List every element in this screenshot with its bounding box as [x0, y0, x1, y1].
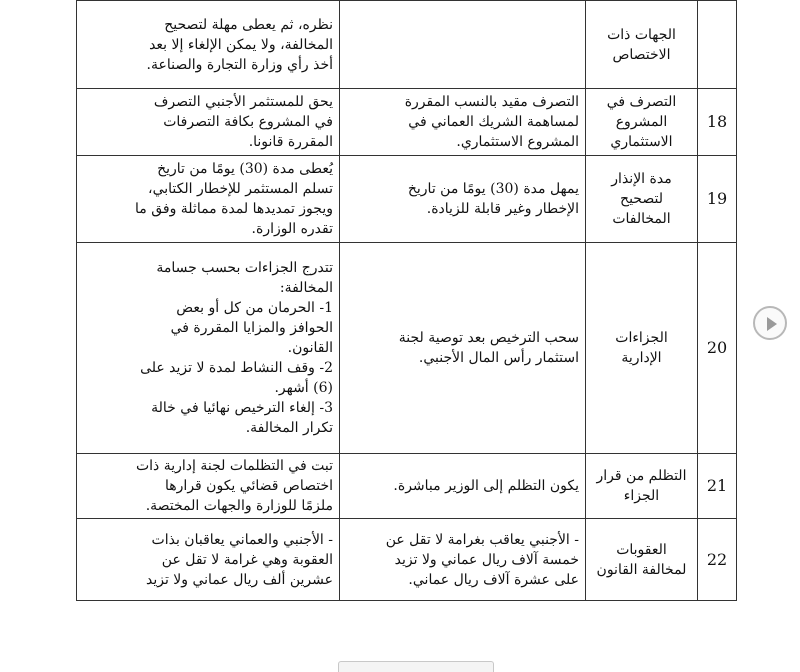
- current-law-cell: [340, 243, 586, 454]
- new-law-cell-line: تبت في التظلمات لجنة إدارية ذات: [135, 458, 333, 474]
- play-circle-icon: [765, 316, 779, 332]
- row-number: [698, 1, 737, 89]
- topic-cell: [586, 243, 698, 454]
- row-number: 20: [698, 243, 737, 454]
- row-number: 21: [698, 454, 737, 519]
- next-slide-button[interactable]: [753, 306, 787, 340]
- topic-cell: [586, 1, 698, 89]
- new-law-cell: [77, 519, 340, 601]
- table-row: [77, 1, 737, 89]
- new-law-cell-line: العقوبة وهي غرامة لا تقل عن: [161, 551, 333, 568]
- current-law-cell-line: يكون التظلم إلى الوزير مباشرة.: [393, 478, 579, 494]
- table-row: [77, 454, 737, 519]
- current-law-cell: [340, 156, 586, 243]
- table-row: [77, 243, 737, 454]
- topic-cell-line: لتصحيح: [620, 191, 663, 207]
- row-number: 18: [698, 89, 737, 156]
- topic-cell-line: الجزاء: [623, 488, 660, 504]
- topic-cell: [586, 156, 698, 243]
- new-law-cell-line: المخالفة، ولا يمكن الإلغاء إلا بعد: [149, 36, 333, 53]
- new-law-cell-line: المخالفة:: [279, 280, 333, 296]
- new-law-cell-line: تتدرج الجزاءات بحسب جسامة: [156, 260, 333, 276]
- topic-cell-line: العقوبات: [616, 541, 667, 558]
- new-law-cell: [77, 156, 340, 243]
- new-law-cell-line: القانون.: [287, 340, 333, 356]
- topic-cell-line: لمخالفة القانون: [596, 561, 687, 578]
- new-law-cell-line: - الأجنبي والعماني يعاقبان بذات: [151, 531, 333, 548]
- topic-cell-line: الجزاءات: [615, 330, 668, 346]
- current-law-cell: [340, 519, 586, 601]
- new-law-cell-line: تسلم المستثمر للإخطار الكتابي،: [148, 181, 333, 197]
- current-law-cell: [340, 454, 586, 519]
- new-law-cell-line: المقررة قانونا.: [248, 134, 333, 150]
- topic-cell: [586, 519, 698, 601]
- new-law-cell-line: نظره، ثم يعطى مهلة لتصحيح: [164, 16, 333, 33]
- current-law-cell-line: - الأجنبي يعاقب بغرامة لا تقل عن: [385, 531, 579, 548]
- new-law-cell: [77, 454, 340, 519]
- new-law-cell-line: عشرين ألف ريال عماني ولا تزيد: [145, 571, 333, 588]
- topic-cell-line: الاستثماري: [610, 134, 673, 150]
- new-law-cell-line: (6) أشهر.: [274, 380, 333, 396]
- new-law-cell-line: 2- وقف النشاط لمدة لا تزيد على: [140, 360, 333, 376]
- current-law-cell-line: التصرف مقيد بالنسب المقررة: [404, 94, 579, 110]
- topic-cell-line: الاختصاص: [612, 46, 671, 63]
- topic-cell: [586, 89, 698, 156]
- current-law-cell: [340, 89, 586, 156]
- current-law-cell-line: المشروع الاستثماري.: [456, 134, 579, 150]
- current-law-cell-line: خمسة آلاف ريال عماني ولا تزيد: [394, 551, 579, 568]
- row-number: 19: [698, 156, 737, 243]
- current-law-cell: [340, 1, 586, 89]
- new-law-cell: [77, 89, 340, 156]
- table-body: [77, 1, 737, 601]
- new-law-cell-line: تقدره الوزارة.: [251, 221, 333, 237]
- table-row: [77, 156, 737, 243]
- table-row: [77, 519, 737, 601]
- new-law-cell-line: الحوافز والمزايا المقررة في: [170, 320, 333, 336]
- topic-cell-line: الإدارية: [621, 350, 662, 366]
- comparison-table: [76, 0, 737, 601]
- row-number: 22: [698, 519, 737, 601]
- new-law-cell-line: تكرار المخالفة.: [245, 420, 333, 436]
- topic-cell-line: المخالفات: [612, 211, 671, 227]
- new-law-cell: [77, 243, 340, 454]
- topic-cell-line: مدة الإنذار: [611, 171, 672, 187]
- current-law-cell-line: الإخطار وغير قابلة للزيادة.: [426, 201, 579, 217]
- current-law-cell-line: على عشرة آلاف ريال عماني.: [408, 571, 579, 588]
- current-law-cell-line: لمساهمة الشريك العماني في: [408, 114, 579, 130]
- new-law-cell-line: يحق للمستثمر الأجنبي التصرف: [153, 94, 333, 110]
- new-law-cell-line: ويجوز تمديدها لمدة مماثلة وفق ما: [134, 201, 333, 217]
- current-law-cell-line: استثمار رأس المال الأجنبي.: [418, 350, 579, 366]
- new-law-cell-line: 1- الحرمان من كل أو بعض: [176, 300, 333, 316]
- new-law-cell-line: أخذ رأي وزارة التجارة والصناعة.: [146, 56, 333, 73]
- new-law-cell-line: في المشروع بكافة التصرفات: [163, 114, 333, 130]
- topic-cell-line: الجهات ذات: [607, 26, 676, 43]
- topic-cell: [586, 454, 698, 519]
- topic-cell-line: المشروع: [615, 114, 668, 130]
- current-law-cell-line: سحب الترخيص بعد توصية لجنة: [398, 330, 579, 346]
- new-law-cell: [77, 1, 340, 89]
- topic-cell-line: التصرف في: [606, 94, 677, 110]
- table-row: [77, 89, 737, 156]
- current-law-cell-line: يمهل مدة (30) يومًا من تاريخ: [407, 181, 579, 197]
- new-law-cell-line: 3- إلغاء الترخيص نهائيا في خالة: [151, 400, 333, 416]
- new-law-cell-line: يُعطى مدة (30) يومًا من تاريخ: [157, 161, 333, 177]
- new-law-cell-line: اختصاص قضائي يكون قرارها: [165, 478, 333, 494]
- topic-cell-line: التظلم من قرار: [596, 468, 687, 484]
- new-law-cell-line: ملزمًا للوزارة والجهات المختصة.: [145, 498, 333, 514]
